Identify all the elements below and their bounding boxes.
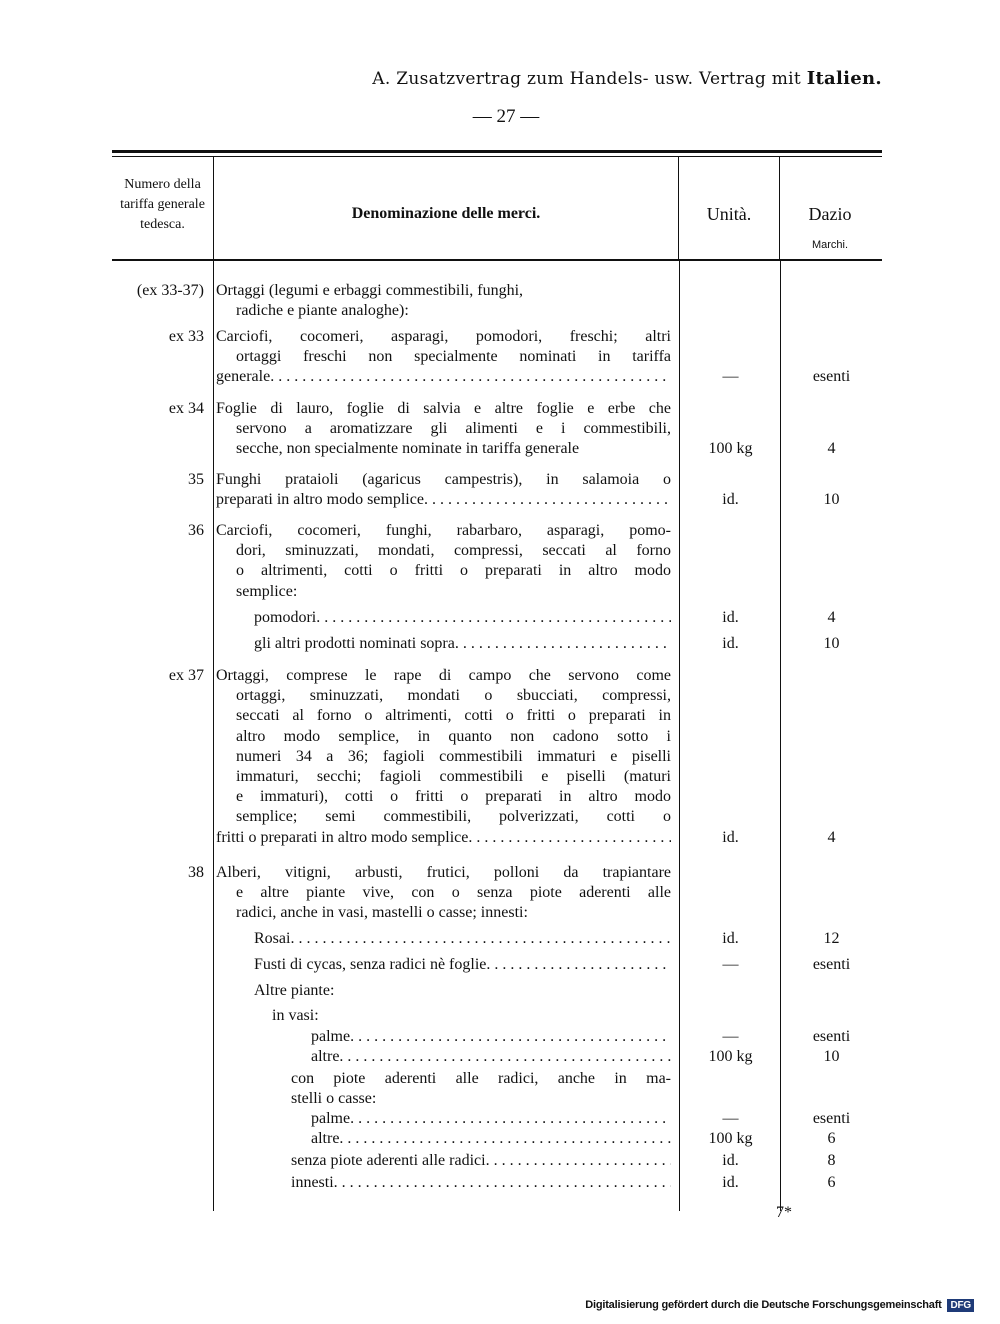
column-divider (679, 261, 680, 1211)
table-body (112, 261, 882, 1211)
tariff-table (112, 150, 882, 1211)
description-text: Fusti di cycas, senza radici nè foglie (254, 956, 487, 973)
unit-value: — (722, 368, 739, 386)
table-top-rule (112, 150, 882, 157)
duty-value: 10 (823, 1048, 840, 1065)
description-text: innesti (291, 1174, 334, 1191)
tariff-number: 38 (188, 864, 204, 881)
goods-description (216, 863, 671, 924)
goods-description (254, 634, 671, 654)
duty-value: 4 (827, 609, 836, 626)
goods-description (216, 470, 671, 510)
tariff-number: (ex 33-37) (136, 282, 204, 299)
goods-description (291, 1173, 671, 1193)
description-text: preparati in altro modo semplice (216, 491, 424, 509)
description-text: palme (311, 1028, 351, 1045)
page-number: — 27 — (472, 106, 540, 127)
dot-leader (339, 1047, 671, 1067)
goods-description (291, 1151, 671, 1171)
description-line (311, 1109, 671, 1129)
description-line: e altre piante vive, con o senza piote aderenti alle (236, 884, 671, 902)
goods-description (291, 1069, 671, 1109)
unit-value: — (722, 1028, 739, 1045)
table-header (112, 157, 882, 261)
goods-description (254, 608, 671, 628)
description-line (311, 1027, 671, 1047)
goods-description (272, 1006, 671, 1026)
unit-value: 100 kg (708, 1130, 753, 1147)
unit-value: id. (722, 609, 739, 626)
dot-leader (486, 1151, 671, 1171)
description-line: Carciofi, cocomeri, funghi, rabarbaro, asparagi, pomo- (216, 522, 671, 539)
goods-description (254, 981, 671, 1001)
dot-leader (350, 1109, 671, 1129)
description-line: Alberi, vitigni, arbusti, frutici, polloni da trapiantare (216, 864, 671, 881)
running-header (372, 68, 882, 89)
duty-label: Dazio (808, 204, 852, 224)
duty-value: esenti (812, 1028, 851, 1045)
description-text: altre (311, 1130, 340, 1147)
goods-description (216, 399, 671, 460)
goods-description (216, 521, 671, 602)
description-line: Carciofi, cocomeri, asparagi, pomodori, freschi; altri (216, 328, 671, 345)
description-line (254, 634, 671, 654)
duty-currency: Marchi. (811, 239, 849, 251)
dot-leader (424, 490, 671, 510)
description-line: Altre piante: (254, 982, 335, 999)
tariff-number: ex 37 (168, 667, 204, 684)
dot-leader (486, 955, 671, 975)
running-title-country: Italien. (806, 68, 882, 89)
duty-value: 4 (827, 440, 836, 458)
goods-description (216, 666, 671, 848)
description-line: stelli o casse: (291, 1090, 377, 1108)
dot-leader (316, 608, 671, 628)
description-line (216, 367, 671, 387)
duty-value: 4 (827, 828, 836, 846)
description-line: semplice; semi commestibili, polverizzati, cotti o (236, 808, 671, 826)
duty-value: 8 (827, 1152, 836, 1169)
description-line: dori, sminuzzati, mondati, compressi, seccati al forno (236, 542, 671, 560)
description-line: seccati al forno o altrimenti, cotti o fritti o preparati in (236, 707, 671, 725)
column-header-unit: Unità. (678, 157, 779, 259)
duty-value: esenti (812, 1110, 851, 1127)
running-title: A. Zusatzvertrag zum Handels- usw. Vertrag mit (372, 69, 801, 89)
dot-leader (350, 1027, 671, 1047)
dot-leader (339, 1129, 671, 1149)
duty-value: 12 (823, 930, 840, 947)
tariff-number: ex 33 (168, 328, 204, 345)
unit-value: 100 kg (708, 1048, 753, 1065)
description-text: pomodori (254, 609, 317, 626)
description-text: fritti o preparati in altro modo semplice (216, 828, 469, 846)
dot-leader (455, 634, 671, 654)
description-text: senza piote aderenti alle radici (291, 1152, 486, 1169)
description-line: Ortaggi, comprese le rape di campo che servono come (216, 667, 671, 684)
description-line: con piote aderenti alle radici, anche in ma- (291, 1070, 671, 1087)
description-line: immaturi, secchi; fagioli commestibili e piselli (maturi (236, 768, 671, 786)
description-line (311, 1129, 671, 1149)
duty-value: esenti (812, 368, 851, 386)
footer-text: Digitalisierung gefördert durch die Deutsche Forschungsgemeinschaft (585, 1299, 942, 1311)
description-text: generale (216, 368, 271, 386)
description-line: in vasi: (272, 1007, 319, 1024)
description-line (254, 929, 671, 949)
description-line: o altrimenti, cotti o fritti o preparati in altro modo (236, 562, 671, 580)
dfg-logo: DFG (947, 1299, 974, 1312)
description-text: altre (311, 1048, 340, 1065)
description-line (254, 955, 671, 975)
description-text: palme (311, 1110, 351, 1127)
description-line (311, 1047, 671, 1067)
description-line (216, 490, 671, 510)
goods-description (216, 327, 671, 388)
duty-value: 10 (823, 635, 840, 652)
description-line (291, 1151, 671, 1171)
dot-leader (290, 929, 671, 949)
dot-leader (334, 1173, 671, 1193)
description-line: radiche e piante analoghe): (236, 302, 409, 320)
duty-value: 6 (827, 1130, 836, 1147)
column-divider (213, 261, 214, 1211)
tariff-number: 36 (188, 522, 204, 539)
goods-description (311, 1047, 671, 1067)
unit-value: id. (722, 930, 739, 947)
unit-value: id. (722, 1174, 739, 1191)
goods-description (311, 1109, 671, 1129)
unit-value: id. (722, 1152, 739, 1169)
description-text: gli altri prodotti nominati sopra (254, 635, 455, 652)
description-line: ortaggi, sminuzzati, mondati o sbucciati, compressi, (236, 687, 671, 705)
description-line: numeri 34 a 36; fagioli commestibili immaturi e piselli (236, 747, 671, 765)
column-header-description: Denominazione delle merci. (213, 157, 678, 259)
description-line: e immaturi), cotti o fritti o preparati in altro modo (236, 788, 671, 806)
footer-credit (585, 1299, 974, 1312)
duty-value: 10 (823, 491, 840, 509)
unit-value: — (722, 956, 739, 973)
tariff-number: 35 (188, 471, 204, 488)
description-line: semplice: (236, 582, 298, 600)
description-line: servono a aromatizzare gli alimenti e i commestibili, (236, 420, 671, 438)
goods-description (311, 1129, 671, 1149)
duty-value: esenti (812, 956, 851, 973)
duty-value: 6 (827, 1174, 836, 1191)
description-line (216, 828, 671, 848)
description-line: ortaggi freschi non specialmente nominati in tariffa (236, 348, 671, 366)
description-line: radici, anche in vasi, mastelli o casse; innesti: (236, 904, 528, 922)
goods-description (216, 281, 671, 321)
description-text: Rosai (254, 930, 291, 947)
column-divider (780, 261, 781, 1211)
column-header-number: Numero della tariffa generale tedesca. (120, 177, 205, 232)
description-line: Foglie di lauro, foglie di salvia e altre foglie e erbe che (216, 400, 671, 417)
goods-description (254, 929, 671, 949)
dot-leader (468, 828, 671, 848)
goods-description (254, 955, 671, 975)
tariff-number: ex 34 (168, 400, 204, 417)
dot-leader (270, 367, 671, 387)
goods-description (311, 1027, 671, 1047)
unit-value: id. (722, 491, 739, 509)
description-line: secche, non specialmente nominate in tariffa generale (236, 440, 580, 458)
column-header-duty (779, 157, 880, 259)
description-line (254, 608, 671, 628)
unit-value: 100 kg (708, 440, 753, 458)
description-line (291, 1173, 671, 1193)
description-line: altro modo semplice, in quanto non cadono sotto i (236, 727, 671, 745)
description-line: Funghi prataioli (agaricus campestris), in salamoia o (216, 471, 671, 488)
unit-value: — (722, 1110, 739, 1127)
signature-mark: 7* (776, 1204, 792, 1221)
unit-value: id. (722, 828, 739, 846)
description-line: Ortaggi (legumi e erbaggi commestibili, funghi, (216, 282, 524, 299)
unit-value: id. (722, 635, 739, 652)
